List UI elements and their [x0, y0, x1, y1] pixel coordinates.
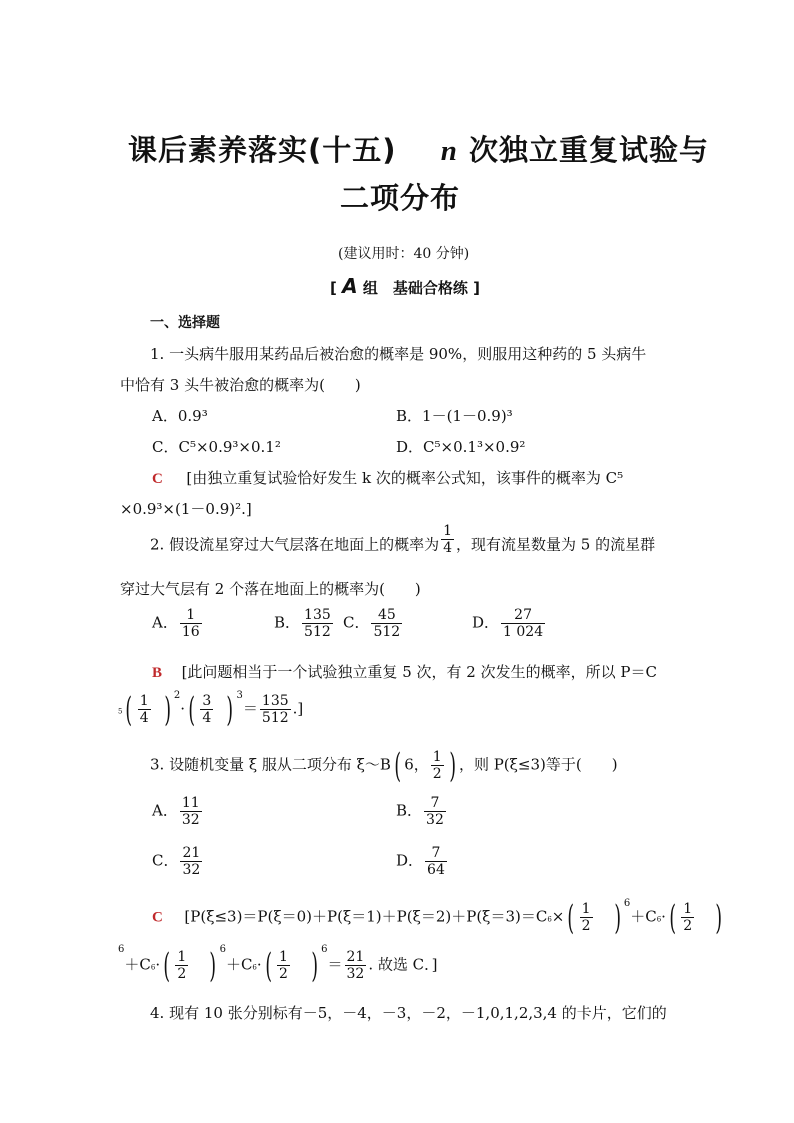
q1-option-c: C．C⁵×0.9³×0.1² — [152, 438, 281, 456]
q3-option-b — [396, 796, 448, 827]
q3-c-num: 21 — [182, 845, 201, 861]
q2-option-d-frac — [501, 608, 545, 639]
q3-option-d — [396, 846, 449, 877]
q2-text-a: 2. 假设流星穿过大气层落在地面上的概率为 — [150, 535, 440, 554]
time-note: (建议用时：40 分钟) — [338, 246, 470, 262]
q2-b-num: 135 — [304, 607, 331, 623]
group-label: 组 基础合格练 — [362, 279, 468, 297]
q3-option-b-frac — [424, 796, 446, 827]
q2-fraction — [441, 524, 454, 555]
q2-text-b: ，现有流星数量为 5 的流星群 — [456, 535, 656, 554]
q2-exp-end: .] — [292, 699, 304, 718]
q3-exp2-rn: 21 — [346, 949, 365, 965]
q3-exp-times: × — [551, 907, 565, 926]
q2-option-b-frac — [302, 608, 333, 639]
q3-option-b-label: B． — [396, 801, 423, 820]
q3-text-a: 3. 设随机变量 ξ 服从二项分布 ξ～B — [150, 755, 391, 774]
q3-option-c-label: C． — [152, 851, 179, 870]
q3-frac-den: 2 — [432, 765, 442, 782]
q1-option-a: A．0.9³ — [152, 407, 208, 425]
q3-exp2-sub2: 6 — [252, 963, 257, 972]
q3-exp-f1n: 1 — [581, 901, 591, 917]
q2-d-num: 27 — [514, 607, 532, 623]
q3-exp-f1bn: 1 — [683, 901, 693, 917]
q2-option-a-label: A． — [152, 613, 178, 632]
q3-exp-frac1b — [681, 902, 694, 933]
q3-exp2-f2d: 2 — [278, 965, 288, 982]
q2-exp-result — [260, 694, 291, 725]
q2-exp-pow2: 3 — [236, 689, 243, 701]
title-suffix: 次独立重复试验与 — [468, 133, 709, 167]
q2-option-a — [152, 608, 204, 639]
q4-line1: 4. 现有 10 张分别标有－5，－4，－3，－2，－1,0,1,2,3,4 的卡片，它们的 — [150, 1004, 667, 1022]
q1-line2: 中恰有 3 头牛被治愈的概率为( ) — [120, 376, 361, 394]
q3-exp2-frac1 — [175, 950, 188, 981]
q2-frac-num: 1 — [443, 523, 453, 539]
q3-explanation: C [P(ξ≤3)＝P(ξ＝0)＋P(ξ＝1)＋P(ξ＝2)＋P(ξ＝3)＝C6×( $\frac{1}{2}$ ) $^6$＋C6·( $\frac{1}{2}$ ) — [152, 897, 723, 938]
q2-exp-rn: 135 — [261, 693, 289, 709]
q3-exp2-pow0: 6 — [118, 943, 125, 955]
q1-explanation — [152, 467, 623, 488]
q2-exp-sub: 5 — [118, 707, 123, 716]
q2-line1 — [150, 523, 656, 561]
q2-exp-frac2 — [200, 694, 213, 725]
q2-c-den: 512 — [373, 623, 401, 640]
q3-b-den: 32 — [426, 811, 444, 828]
q3-exp-plus: ＋C — [630, 907, 657, 926]
q3-explanation-line1: [P(ξ≤3)＝P(ξ＝0)＋P(ξ＝1)＋P(ξ＝2)＋P(ξ＝3)＝C — [184, 907, 548, 926]
q1-option-b: B．1－(1－0.9)³ — [396, 407, 513, 425]
q2-frac-den: 4 — [443, 539, 453, 556]
q3-line1: 3. 设随机变量 ξ 服从二项分布 ξ～B( 6， $\frac{1}{2}$ ) ，则 P(ξ≤3)等于( ) — [150, 745, 618, 786]
q3-option-d-label: D． — [396, 851, 424, 870]
q3-option-a-frac — [180, 796, 202, 827]
group-header — [330, 274, 480, 298]
q3-fraction — [431, 750, 444, 781]
q2-exp-f1n: 1 — [139, 693, 149, 709]
q1-line1: 1. 一头病牛服用某药品后被治愈的概率是 90%，则服用这种药的 5 头病牛 — [150, 345, 647, 363]
q3-exp-frac1 — [580, 902, 593, 933]
section-heading: 一、选择题 — [150, 315, 220, 331]
q3-exp2-rd: 32 — [346, 965, 365, 982]
q3-exp2-plusc1: ＋C — [124, 955, 151, 974]
q2-exp-frac1 — [138, 694, 151, 725]
q1-explanation-line2: ×0.9³×(1－0.9)².] — [120, 500, 252, 518]
q3-text-c: ，则 P(ξ≤3)等于( ) — [458, 755, 618, 774]
q3-exp-pow1: 6 — [623, 897, 631, 909]
q3-exp2-plusc2: ＋C — [225, 955, 253, 974]
q2-exp-rd: 512 — [261, 709, 289, 726]
q2-a-den: 16 — [181, 623, 200, 640]
q2-option-c-frac — [371, 608, 402, 639]
q1-explanation-line1: [由独立重复试验恰好发生 k 次的概率公式知，该事件的概率为 C⁵ — [186, 469, 624, 487]
q2-option-c-label: C． — [343, 613, 370, 632]
title-variable: n — [440, 135, 458, 167]
q3-exp-f1d: 2 — [581, 917, 591, 934]
q3-d-num: 7 — [431, 845, 441, 861]
q2-option-d — [472, 608, 547, 639]
q3-exp-sub2: 6 — [656, 915, 662, 924]
q2-c-num: 45 — [377, 607, 396, 623]
q3-option-c-frac — [180, 846, 202, 877]
q3-exp2-result — [345, 950, 367, 981]
q2-explanation — [152, 661, 657, 682]
q3-b-num: 7 — [430, 795, 440, 811]
q2-a-num: 1 — [186, 607, 196, 623]
q2-exp-f2n: 3 — [202, 693, 212, 709]
q2-option-a-frac — [180, 608, 202, 639]
q3-d-den: 64 — [427, 861, 445, 878]
q3-option-c — [152, 846, 204, 877]
title-prefix: 课后素养落实(十五) — [128, 133, 397, 167]
q3-exp2-f1n: 1 — [177, 949, 187, 965]
q3-exp2-f2n: 1 — [278, 949, 288, 965]
q3-explanation-line2: $^6$＋C6·( $\frac{1}{2}$ ) $^6$＋C6·( $\frac{1}{2}$ ) $^6$＝ $\frac{21}{32}$ . 故选 C．] — [118, 943, 438, 986]
q3-exp2-sub1: 6 — [150, 963, 156, 972]
q2-exp-f1d: 4 — [139, 709, 149, 726]
q2-explanation-line1: [此问题相当于一个试验独立重复 5 次，有 2 次发生的概率，所以 P＝C — [181, 663, 657, 681]
q3-exp2-end: . 故选 C．] — [368, 955, 438, 974]
q2-answer: B — [152, 665, 163, 681]
q3-exp2-frac2 — [277, 950, 290, 981]
q3-exp2-pow2: 6 — [321, 943, 328, 955]
q1-answer: C — [152, 471, 163, 487]
page-title-line2: 二项分布 — [340, 181, 461, 215]
q3-exp2-eq: ＝ — [327, 955, 343, 974]
page-title — [128, 128, 709, 169]
q2-option-d-label: D． — [472, 613, 500, 632]
q3-a-den: 32 — [181, 811, 200, 828]
q2-b-den: 512 — [304, 623, 331, 640]
q2-option-c — [343, 608, 404, 639]
q2-option-b — [274, 608, 335, 639]
q3-exp2-f1d: 2 — [177, 965, 187, 982]
q2-d-den: 1 024 — [503, 623, 544, 640]
q2-exp-f2d: 4 — [202, 709, 212, 726]
group-bracket-open: [ — [330, 279, 337, 297]
q2-line2: 穿过大气层有 2 个落在地面上的概率为( ) — [120, 580, 421, 598]
q2-explanation-line2: 5( $\frac{1}{4}$ ) $^2$·( $\frac{3}{4}$ ) $^3$＝ $\frac{135}{512}$ .] — [118, 689, 304, 730]
q2-exp-eq: ＝ — [242, 699, 258, 718]
q3-answer: C — [152, 909, 163, 926]
q3-option-a — [152, 796, 204, 827]
q2-option-b-label: B． — [274, 613, 301, 632]
q2-exp-pow1: 2 — [173, 689, 181, 701]
q3-exp2-pow1: 6 — [219, 943, 226, 955]
group-letter: A — [342, 274, 358, 298]
q3-text-b: 6， — [404, 755, 429, 774]
q3-frac-num: 1 — [432, 749, 442, 765]
q3-a-num: 11 — [181, 795, 200, 811]
q3-option-a-label: A． — [152, 801, 178, 820]
q3-exp-f1bd: 2 — [683, 917, 693, 934]
q3-c-den: 32 — [182, 861, 201, 878]
q1-option-d: D．C⁵×0.1³×0.9² — [396, 438, 526, 456]
group-bracket-close: ] — [473, 279, 480, 297]
q3-exp-sub1: 6 — [547, 915, 552, 924]
q3-option-d-frac — [425, 846, 447, 877]
